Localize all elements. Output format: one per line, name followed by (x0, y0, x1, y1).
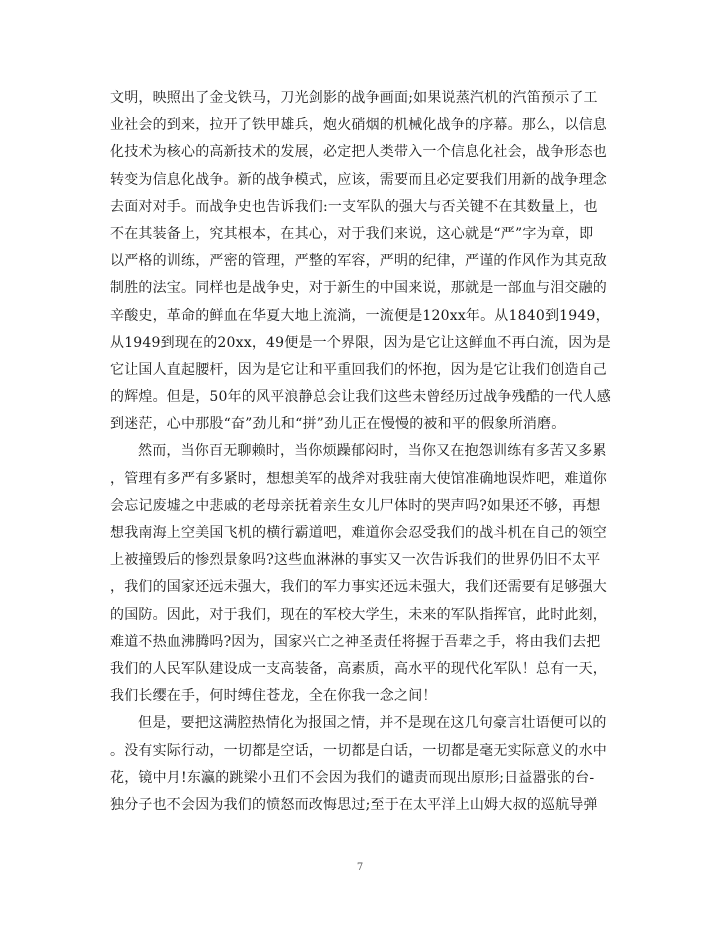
text-line: 制胜的法宝。同样也是战争史，对于新生的中国来说，那就是一部血与泪交融的 (110, 280, 607, 297)
paragraph-start-line: 然而，当你百无聊赖时，当你烦躁郁闷时，当你又在抱怨训练有多苦又多累 (138, 443, 607, 460)
body-text (110, 85, 620, 819)
text-line: 文明，映照出了金戈铁马，刀光剑影的战争画面;如果说蒸汽机的汽笛预示了工 (110, 90, 598, 106)
text-line: 我们长缨在手，何时缚住苍龙，全在你我一念之间！ (110, 688, 437, 705)
page-number: 7 (356, 862, 364, 873)
text-line: 辛酸史，革命的鲜血在华夏大地上流淌，一流便是120xx年。从1840到1949， (110, 307, 610, 324)
text-line: 不在其装备上，究其根本，在其心，对于我们来说，这心就是“严”字为章，即 (110, 225, 594, 242)
text-line: 的国防。因此，对于我们，现在的军校大学生，未来的军队指挥官，此时此刻， (110, 606, 607, 623)
text-line: 想我南海上空美国飞机的横行霸道吧，难道你会忍受我们的战斗机在自己的领空 (110, 525, 607, 541)
text-line: 它让国人直起腰杆，因为是它让和平重回我们的怀抱，因为是它让我们创造自己 (110, 361, 607, 378)
text-line: 从1949到现在的20xx，49便是一个界限，因为是它让这鲜血不再白流，因为是 (110, 334, 611, 351)
text-line: 的辉煌。但是，50年的风平浪静总会让我们这些未曾经历过战争残酷的一代人感 (110, 389, 612, 406)
text-line: 会忘记废墟之中悲戚的老母亲抚着亲生女儿尸体时的哭声吗?如果还不够，再想 (110, 497, 601, 514)
text-line: 去面对对手。而战争史也告诉我们:一支军队的强大与否关键不在其数量上，也 (110, 198, 598, 215)
paragraph-start-line: 但是，要把这满腔热情化为报国之情，并不是现在这几句豪言壮语便可以的 (138, 715, 607, 732)
text-line: 化技术为核心的高新技术的发展，必定把人类带入一个信息化社会，战争形态也 (110, 144, 607, 161)
text-line: 花，镜中月!东瀛的跳梁小丑们不会因为我们的谴责而现出原形;日益嚣张的台- (110, 769, 595, 786)
text-line: 上被撞毁后的惨烈景象吗?这些血淋淋的事实又一次告诉我们的世界仍旧不太平 (110, 552, 601, 569)
text-line: 独分子也不会因为我们的愤怒而改悔思过;至于在太平洋上山姆大叔的巡航导弹 (110, 796, 598, 813)
text-line: 业社会的到来，拉开了铁甲雄兵，炮火硝烟的机械化战争的序幕。那么，以信息 (110, 117, 607, 134)
text-line: ，管理有多严有多紧时，想想美军的战斧对我驻南大使馆准确地误炸吧，难道你 (110, 470, 607, 487)
text-line: ，我们的国家还远未强大，我们的军力事实还远未强大，我们还需要有足够强大 (110, 579, 607, 596)
text-line: 难道不热血沸腾吗?因为，国家兴亡之神圣责任将握于吾辈之手，将由我们去把 (110, 633, 601, 650)
text-line: 以严格的训练，严密的管理，严整的军容，严明的纪律，严谨的作风作为其克敌 (110, 253, 607, 270)
text-line: 转变为信息化战争。新的战争模式，应该，需要而且必定要我们用新的战争理念 (110, 171, 607, 188)
text-line: 我们的人民军队建设成一支高装备，高素质，高水平的现代化军队！总有一天， (110, 660, 607, 677)
text-line: 到迷茫，心中那股“奋”劲儿和“拼”劲儿正在慢慢的被和平的假象所消磨。 (110, 416, 566, 433)
text-line: 。没有实际行动，一切都是空话，一切都是白话，一切都是毫无实际意义的水中 (110, 742, 607, 759)
